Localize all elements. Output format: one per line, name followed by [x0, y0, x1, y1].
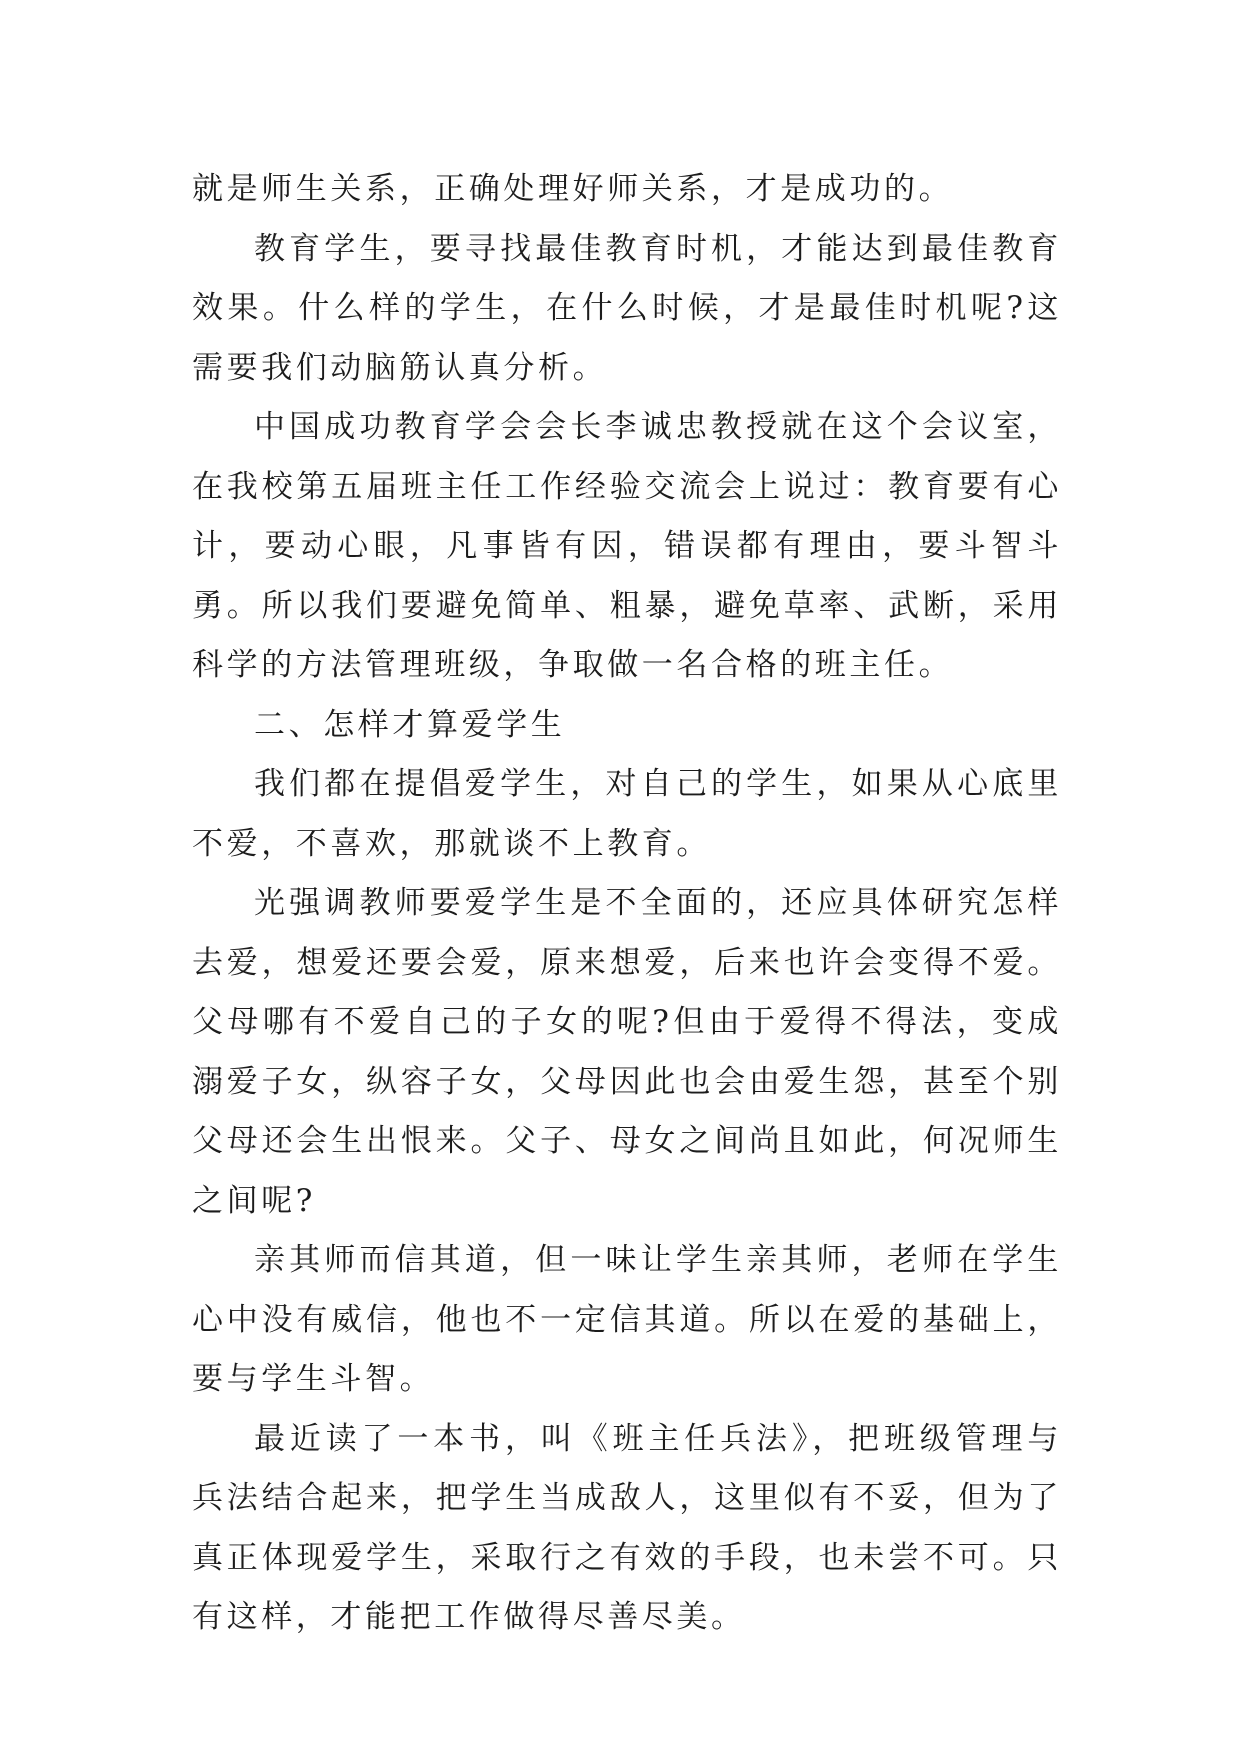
document-body [192, 160, 1062, 1648]
paragraph-love-students: 我们都在提倡爱学生，对自己的学生，如果从心底里不爱，不喜欢，那就谈不上教育。 [192, 766, 1062, 862]
paragraph-how-to-love: 光强调教师要爱学生是不全面的，还应具体研究怎样去爱，想爱还要会爱，原来想爱，后来也许会变得不爱。父母哪有不爱自己的子女的呢?但由于爱得不得法，变成溺爱子女，纵容子女，父母因此也会由爱生怨，甚至个别父母还会生出恨来。父子、母女之间尚且如此，何况师生之间呢? [192, 885, 1062, 1219]
paragraph-book-reference: 最近读了一本书，叫《班主任兵法》，把班级管理与兵法结合起来，把学生当成敌人，这里似有不妥，但为了真正体现爱学生，采取行之有效的手段，也未尝不可。只有这样，才能把工作做得尽善尽美。 [192, 1420, 1062, 1635]
paragraph-continuation: 就是师生关系，正确处理好师关系，才是成功的。 [192, 171, 954, 207]
paragraph-professor-quote: 中国成功教育学会会长李诚忠教授就在这个会议室，在我校第五届班主任工作经验交流会上说过：教育要有心计，要动心眼，凡事皆有因，错误都有理由，要斗智斗勇。所以我们要避免简单、粗暴，避免草率、武断，采用科学的方法管理班级，争取做一名合格的班主任。 [192, 409, 1062, 683]
paragraph-trust-teacher: 亲其师而信其道，但一味让学生亲其师，老师在学生心中没有威信，他也不一定信其道。所以在爱的基础上，要与学生斗智。 [192, 1242, 1062, 1397]
paragraph-education-timing: 教育学生，要寻找最佳教育时机，才能达到最佳教育效果。什么样的学生，在什么时候，才是最佳时机呢?这需要我们动脑筋认真分析。 [192, 230, 1062, 386]
section-heading: 二、怎样才算爱学生 [254, 706, 566, 743]
